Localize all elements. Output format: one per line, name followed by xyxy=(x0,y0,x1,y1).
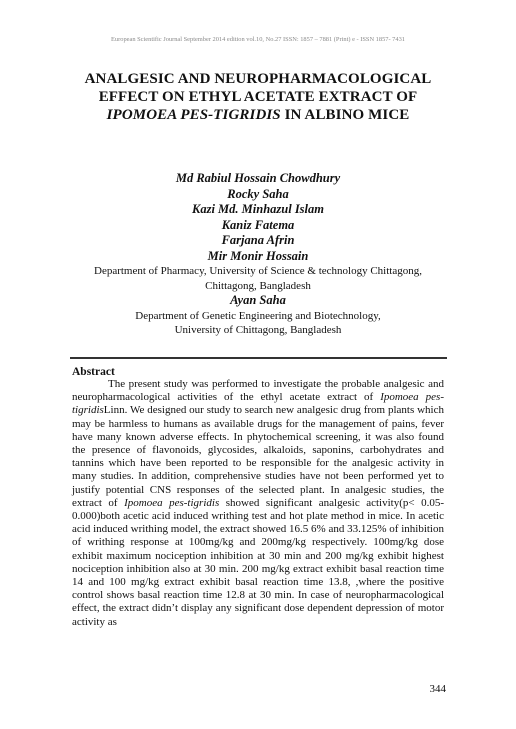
author-name: Kaniz Fatema xyxy=(221,217,295,232)
author-block xyxy=(0,171,516,338)
running-head: European Scientific Journal September 2014 edition vol.10, No.27 ISSN: 1857 – 7881 (Print) e - ISSN 1857- 7431 xyxy=(111,36,405,43)
author-name: Farjana Afrin xyxy=(221,233,295,247)
abstract-text-part: Linn. We designed our study to search new analgesic drug from plants which may be harmless to humans as available drugs for the management of pains, fever have many known adverse effects. In phytochemical screening, it was also found the presence of flavonoids, glycosides, alkaloids, saponins, carbohydrates and tannins which have been reported to be responsible for the analgesic activity in many studies. In addition, comprehensive studies have not been performed yet to justify potential CNS responses of the selected plant. In analgesic studies, the extract of xyxy=(72,404,444,509)
title-line-1: ANALGESIC AND NEUROPHARMACOLOGICAL xyxy=(84,71,432,87)
title-species-name: IPOMOEA PES-TIGRIDIS xyxy=(106,107,281,123)
author-name: Rocky Saha xyxy=(227,186,289,201)
affiliation-line: Department of Genetic Engineering and Biotechnology, xyxy=(135,309,381,322)
author-name: Md Rabiul Hossain Chowdhury xyxy=(175,171,341,185)
title-line-2: EFFECT ON ETHYL ACETATE EXTRACT OF xyxy=(98,89,418,105)
affiliation-line: Chittagong, Bangladesh xyxy=(205,279,311,292)
author-name: Kazi Md. Minhazul Islam xyxy=(192,202,324,216)
species-name: Ipomoea pes-tigridis xyxy=(72,391,444,417)
abstract-text-part: The present study was performed to investigate the probable analgesic and neuropharmacological activities of the ethyl acetate extract of xyxy=(72,378,444,404)
species-name: Ipomoea pes-tigridis xyxy=(124,496,220,509)
title-line-3-rest: IN ALBINO MICE xyxy=(280,107,410,123)
title-line-3 xyxy=(40,106,476,124)
abstract-heading: Abstract xyxy=(72,366,115,378)
paper-title xyxy=(40,70,476,124)
author-name: Ayan Saha xyxy=(230,293,286,307)
abstract-text-part: showed significant analgesic activity(p< 0.05-0.000)both acetic acid induced writhing test and hot plate method in mice. In acetic acid induced writhing model, the extract showed 16.5 6% and 33.125% of inhibition of writhing response at 100mg/kg and 200mg/kg respectively. 100mg/kg dose exhibit maximum nociception inhibition at 30 min and 200 mg/kg exhibit highest nociception inhibition also at 30 min. 200 mg/kg extract exhibit basal reaction time 14 and 100 mg/kg extract exhibit basal reaction time 13.8, ,where the positive control shows basal reaction time 12.8 at 30 min. In case of neuropharmacological effect, the extract didn’t display any significant dose dependent depression of motor activity as xyxy=(72,496,444,628)
affiliation-line: Department of Pharmacy, University of Science & technology Chittagong, xyxy=(94,265,422,277)
affiliation-line: University of Chittagong, Bangladesh xyxy=(174,324,342,336)
author-name: Mir Monir Hossain xyxy=(207,248,309,263)
abstract-text xyxy=(72,378,444,629)
page-number: 344 xyxy=(429,683,446,695)
section-divider xyxy=(70,357,447,359)
